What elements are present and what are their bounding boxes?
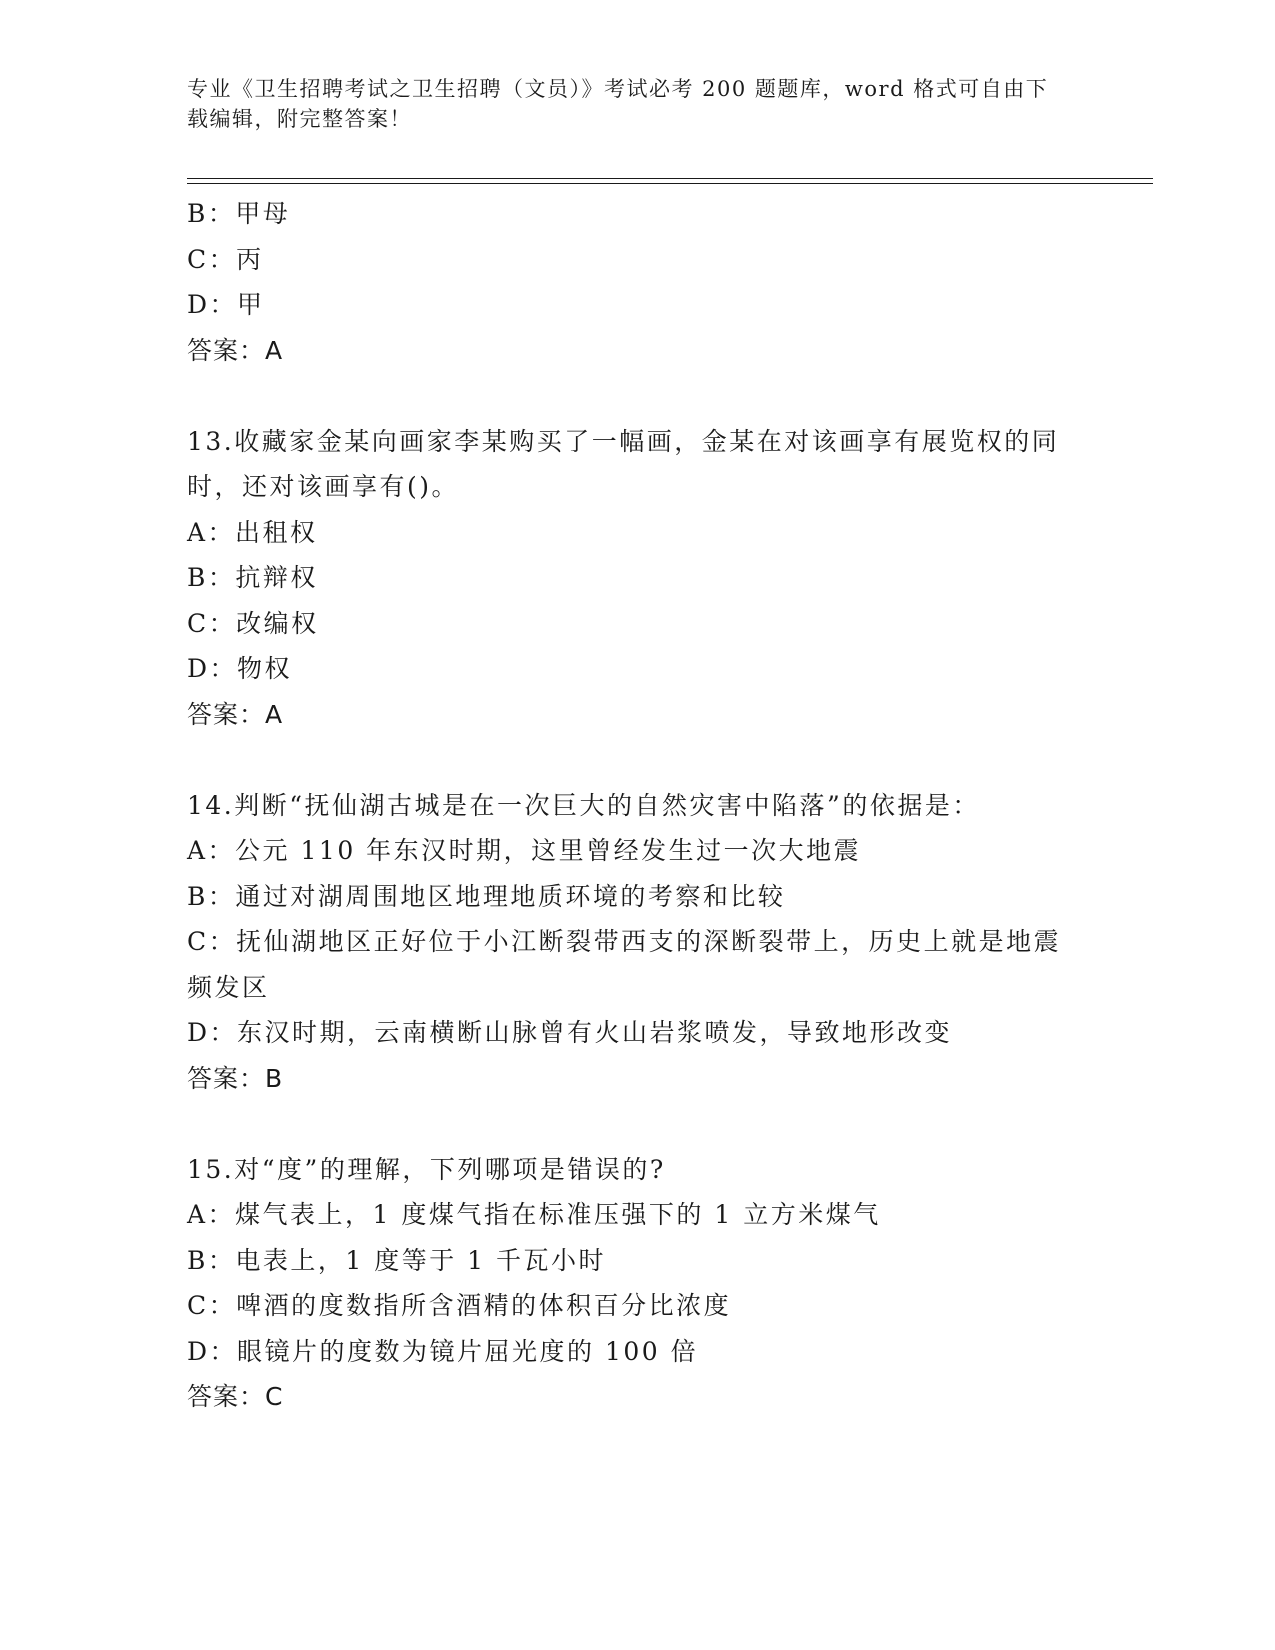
option-d: D：甲: [187, 290, 265, 319]
question-15: [187, 1147, 1087, 1420]
option-c: C：丙: [187, 244, 264, 274]
option-b: B：抗辩权: [187, 563, 318, 592]
header-rule-bottom: [187, 183, 1153, 184]
answer-line: 答案：C: [187, 1382, 284, 1411]
header-rule-top: [187, 178, 1153, 179]
document-header: 专业《卫生招聘考试之卫生招聘（文员）》考试必考 200 题题库，word 格式可自由下载编辑，附完整答案！: [187, 77, 1049, 131]
option-b: B：通过对湖周围地区地理地质环境的考察和比较: [187, 881, 786, 911]
answer-line: 答案：A: [187, 699, 284, 729]
question-13: [187, 419, 1087, 738]
option-a: A：公元 110 年东汉时期，这里曾经发生过一次大地震: [187, 836, 862, 865]
option-b: B：甲母: [187, 199, 291, 228]
option-d: D：东汉时期，云南横断山脉曾有火山岩浆喷发，导致地形改变: [187, 1018, 953, 1047]
question-14: [187, 783, 1087, 1102]
option-d: D：物权: [187, 654, 293, 683]
option-b: B：电表上，1 度等于 1 千瓦小时: [187, 1245, 607, 1275]
spacer: [187, 1101, 1087, 1147]
option-a: A：出租权: [187, 517, 318, 547]
answer-line: 答案：A: [187, 335, 284, 365]
option-c: C：啤酒的度数指所含酒精的体积百分比浓度: [187, 1291, 732, 1320]
option-c: C：改编权: [187, 608, 319, 638]
option-c: C：抚仙湖地区正好位于小江断裂带西支的深断裂带上，历史上就是地震频发区: [187, 927, 1062, 1002]
option-d: D：眼镜片的度数为镜片屈光度的 100 倍: [187, 1336, 699, 1366]
partial-question: [187, 191, 1087, 373]
spacer: [187, 373, 1087, 419]
question-stem: 14.判断“抚仙湖古城是在一次巨大的自然灾害中陷落”的依据是：: [187, 790, 980, 820]
question-list: [187, 191, 1087, 1420]
spacer: [187, 737, 1087, 783]
answer-line: 答案：B: [187, 1063, 284, 1093]
question-stem: 15.对“度”的理解，下列哪项是错误的?: [187, 1154, 666, 1184]
question-stem: 13.收藏家金某向画家李某购买了一幅画，金某在对该画享有展览权的同时，还对该画享有()。: [187, 426, 1060, 501]
option-a: A：煤气表上，1 度煤气指在标准压强下的 1 立方米煤气: [187, 1200, 881, 1229]
